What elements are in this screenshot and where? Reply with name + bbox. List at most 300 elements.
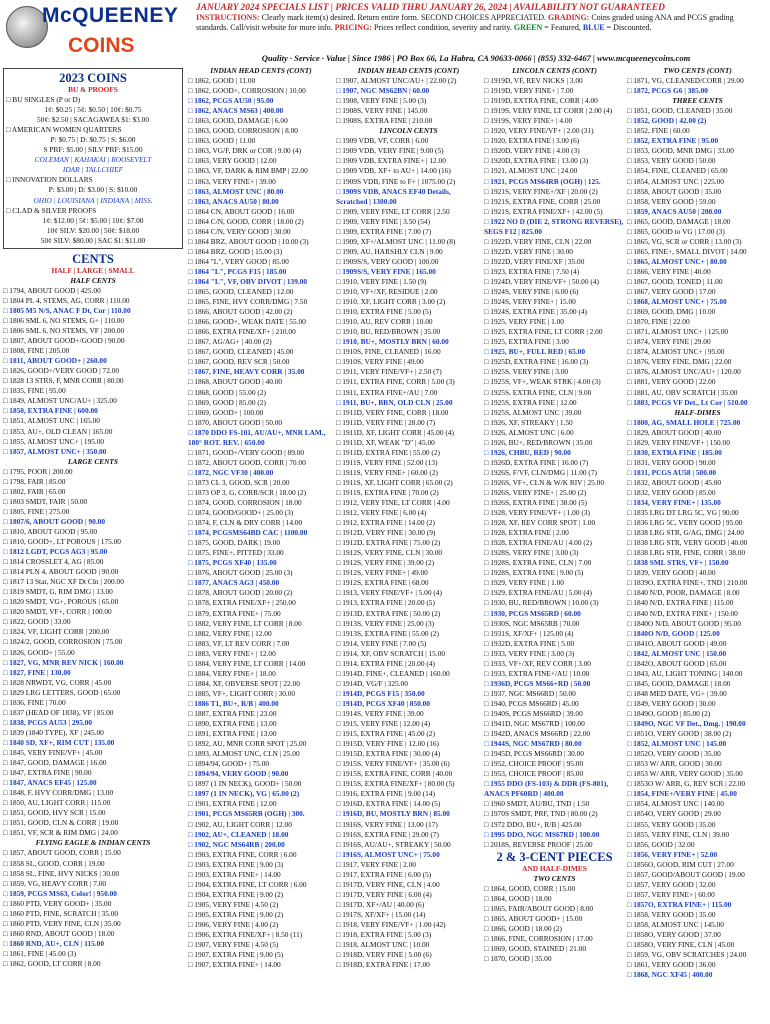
list-item[interactable]: □ 1911, EXTRA FINE+/AU | 7.00 — [336, 387, 438, 397]
list-item[interactable]: □ 1928S, EXTRA FINE, CLN | 7.00 — [484, 558, 592, 568]
list-item[interactable]: □ 1928, EXTRA FINE | 2.00 — [484, 528, 569, 538]
list-item[interactable]: □ 1824/2, GOOD, CORROSION | 75.00 — [3, 637, 123, 647]
list-item[interactable]: □ 1910, EXTRA FINE | 5.00 (5) — [336, 307, 432, 317]
list-item[interactable]: □ 1922D, VERY FINE, CLN | 22.00 — [484, 236, 592, 246]
brand-logo[interactable] — [4, 2, 179, 66]
list-item[interactable]: □ 1852, FINE | 60.00 — [627, 126, 690, 136]
list-item[interactable]: □ 1807, ABOUT GOOD+/GOOD | 90.00 — [3, 336, 125, 346]
list-item[interactable]: □ 1916D, BU, MOSTLY BRN | 85.00 — [336, 809, 450, 819]
list-item[interactable]: □ 1910S, VERY FINE | 49.00 — [336, 357, 424, 367]
list-item[interactable]: □ 1914, EXTRA FINE | 20.00 (4) — [336, 658, 435, 668]
list-item[interactable]: □ 1912, VERY FINE, LT CORR | 4.00 — [336, 498, 450, 508]
list-item[interactable]: □ 1814 CROSSLET 4, AG | 85.00 — [3, 557, 104, 567]
list-item[interactable]: □ 1819 SMDT, G, RIM DMG | 13.00 — [3, 587, 113, 597]
list-item[interactable]: □ 1926, BU+, RED/BROWN | 35.00 — [484, 437, 593, 447]
list-item[interactable]: □ 1909 VDB, VERY FINE | 9.00 (5) — [336, 146, 444, 156]
list-item[interactable]: □ 1884, VERY FINE, LT CORR | 14.00 — [188, 658, 306, 668]
list-item[interactable]: □ 1867, AG/AG+ | 40.00 (2) — [188, 337, 272, 347]
list-item[interactable]: □ 1866, ABOUT GOOD | 42.00 (2) — [188, 307, 293, 317]
list-item[interactable]: □ 1916S, AU/AU+, STREAKY | 50.00 — [336, 839, 451, 849]
list-item[interactable]: □ 1847, ANACS EF45 | 125.00 — [3, 778, 97, 788]
list-item[interactable]: □ 1864 C/N, GOOD, CORR | 18.00 (2) — [188, 216, 304, 226]
list-item[interactable]: □ 1918, ALMOST UNC | 10.00 — [336, 940, 430, 950]
list-item[interactable]: □ 1864 BRZ, GOOD | 15.00 (3) — [188, 246, 283, 256]
list-item[interactable]: □ 1872, ABOUT GOOD, CORR | 70.00 — [188, 457, 306, 467]
list-item[interactable]: □ 1883, VERY FINE+ | 12.00 — [188, 648, 276, 658]
list-item[interactable]: □ 1872, PCGS G6 | 385.00 — [627, 86, 708, 96]
list-item[interactable]: □ 1866, FINE, CORROSION | 17.00 — [484, 933, 593, 943]
list-item[interactable]: □ 1885, VF+, LIGHT CORR | 30.00 — [188, 688, 296, 698]
list-item[interactable]: □ 1808, FINE | 205.00 — [3, 346, 70, 356]
list-item[interactable]: □ 1868, ABOUT GOOD | 40.00 — [188, 377, 283, 387]
list-item[interactable]: □ 1810, GOOD+, LT POROUS | 175.00 — [3, 537, 121, 547]
list-item[interactable]: □ 1855, VERY FINE, CLN | 39.00 — [627, 829, 729, 839]
list-item[interactable]: □ 1925S, EXTRA FINE, CLN | 9.00 — [484, 387, 592, 397]
list-item[interactable]: □ 1866, GOOD+, WEAK DATE | 55.00 — [188, 317, 306, 327]
list-item[interactable]: □ 1811, ABOUT GOOD+ | 260.00 — [3, 356, 107, 366]
list-item[interactable]: □ 2018S, REVERSE PROOF | 25.00 — [484, 839, 593, 849]
list-item[interactable]: □ 1851, ALMOST UNC | 165.00 — [3, 416, 100, 426]
list-item[interactable]: □ 1928S, EXTRA FINE | 9.00 (5) — [484, 568, 584, 578]
list-item[interactable]: □ 1918, VERY FINE/VF+ | 1.00 (42) — [336, 919, 446, 929]
list-item[interactable]: □ 1829, VERY FINE/VF+ | 150.00 — [627, 437, 730, 447]
list-item[interactable]: □ 1870, GOOD | 35.00 — [484, 954, 552, 964]
list-item[interactable]: □ 1911, VERY FINE/VF+ | 2.50 (7) — [336, 367, 442, 377]
list-item[interactable]: □ 1907, EXTRA FINE+ | 14.00 — [188, 960, 281, 970]
list-item[interactable]: □ 1915, VERY FINE | 12.00 (4) — [336, 719, 431, 729]
list-item[interactable]: □ 1907, VERY FINE | 4.50 (5) — [188, 940, 279, 950]
list-item[interactable]: □ 1917, EXTRA FINE | 6.00 (5) — [336, 869, 432, 879]
list-item[interactable]: □ 1891, EXTRA FINE | 13.00 — [188, 729, 277, 739]
list-item[interactable]: □ 1903, EXTRA FINE, CORR | 6.00 — [188, 849, 297, 859]
list-item[interactable]: □ 1926S, EXTRA FINE | 38.00 (5) — [484, 498, 588, 508]
list-item[interactable]: □ 1909 VDB, EXTRA FINE+ | 12.00 — [336, 156, 446, 166]
list-item[interactable]: □ 1944S, NGC MS67RD | 80.00 — [484, 739, 582, 749]
list-item[interactable]: □ 1874, F, CLN & DRY CORR | 14.00 — [188, 518, 303, 528]
list-item[interactable]: □ 1894/94, VERY GOOD | 90.00 — [188, 769, 289, 779]
list-item[interactable]: □ 1866, VERY FINE | 40.00 — [627, 266, 711, 276]
list-item[interactable]: □ 1834, VERY FINE+ | 135.00 — [627, 498, 721, 508]
list-item[interactable]: □ 1802, FAIR | 65.00 — [3, 486, 66, 496]
list-item[interactable]: □ 1849, ALMOST UNC/AU+ | 325.00 — [3, 396, 117, 406]
list-item[interactable]: □ 1909, VERY FINE | 3.50 (54) — [336, 216, 431, 226]
list-item[interactable]: □ 1858, ABOUT GOOD | 35.00 — [627, 186, 722, 196]
list-item[interactable]: □ 1926S, VERY FINE+ | 25.00 (2) — [484, 487, 587, 497]
list-item[interactable]: □ 1925D, EXTRA FINE | 16.00 (3) — [484, 357, 589, 367]
list-item[interactable]: □ 1839O, EXTRA FINE+, TND | 210.00 — [627, 578, 748, 588]
list-item[interactable]: □ 1912D, VERY FINE | 30.00 (9) — [336, 528, 436, 538]
list-item[interactable]: □ 1839 (1840 TYPE), XF | 245.00 — [3, 727, 104, 737]
list-item[interactable]: □ 1901, EXTRA FINE | 12.00 — [188, 799, 277, 809]
list-item[interactable]: □ 1940, PCGS MS66RD | 45.00 — [484, 698, 579, 708]
list-item[interactable]: □ 1841O, ABOUT GOOD | 49.00 — [627, 638, 727, 648]
list-item[interactable]: □ 1804 PL 4, STEMS, AG, CORR | 110.00 — [3, 295, 130, 305]
list-item[interactable]: □ 1918D, VERY FINE | 5.00 (6) — [336, 950, 432, 960]
list-item[interactable]: □ 1918D, EXTRA FINE | 17.00 — [336, 960, 430, 970]
list-item[interactable]: □ 1925S, EXTRA FINE | 12.00 — [484, 397, 577, 407]
list-item[interactable]: □ 1910, BU, RED/BROWN | 35.00 — [336, 327, 441, 337]
list-item[interactable]: □ 1914S, VERY FINE | 39.00 — [336, 709, 424, 718]
list-item[interactable]: □ 1911D, XF, LIGHT CORR | 45.00 (4) — [336, 427, 454, 437]
list-item[interactable]: □ 1912, EXTRA FINE | 14.00 (2) — [336, 518, 435, 528]
list-item[interactable]: □ 1902, NGC MS64RB | 200.00 — [188, 839, 285, 849]
list-item[interactable]: □ 1849O, NGC VF Det., Dmg. | 190.00 — [627, 719, 746, 729]
list-item[interactable]: □ 1850, EXTRA FINE | 600.00 — [3, 406, 98, 416]
list-item[interactable]: □ 1865, FINE, HVY CORR/DMG | 7.50 — [188, 297, 308, 307]
list-item[interactable]: □ 1904, EXTRA FINE | 9.00 (2) — [188, 889, 284, 899]
list-item[interactable]: □ 1871, VG, CLEANED/CORR | 29.00 — [627, 76, 744, 86]
list-item[interactable]: □ 1884, XF, OBVERSE SPOT | 22.00 — [188, 678, 300, 688]
list-item[interactable]: □ 1878, EXTRA FINE/XF+ | 250.00 — [188, 598, 296, 608]
list-item[interactable]: □ 1838 SML STRS, VF+ | 150.00 — [627, 558, 729, 568]
list-item[interactable]: □ 1853 W/ ARR, GOOD | 30.00 — [627, 759, 722, 769]
list-item[interactable]: □ 1840O N/D, ABOUT GOOD | 95.00 — [627, 618, 741, 628]
list-item[interactable]: □ 1925, BU+, FULL RED | 65.00 — [484, 347, 586, 357]
list-item[interactable]: □ 1842, ALMOST UNC | 150.00 — [627, 648, 727, 658]
list-item[interactable]: □ 1869, GOOD | 85.00 (2) — [188, 397, 266, 407]
list-item[interactable]: □ 1917, VERY FINE | 2.00 — [336, 859, 416, 869]
list-item[interactable]: □ 1928, VERY FINE/VF+ | 1.00 (3) — [484, 508, 590, 518]
list-item[interactable]: □ 1860 RND, ABOUT GOOD | 18.00 — [3, 928, 115, 938]
list-item[interactable]: □ 1923, EXTRA FINE | 7.50 (4) — [484, 266, 580, 276]
list-item[interactable]: □ 1851, GOOD, CLEANED | 35.00 — [627, 106, 733, 116]
list-item[interactable]: □ 1856, VERY FINE+ | 52.00 — [627, 849, 718, 859]
list-item[interactable]: □ 1940S, PCGS MS66RD | 39.00 — [484, 709, 583, 718]
list-item[interactable]: □ 1912S, VERY FINE+ | 49.00 — [336, 568, 428, 578]
list-item[interactable]: □ 1960 SMDT, AU/BU, TND | 1.50 — [484, 799, 590, 809]
list-item[interactable]: □ 1849O, GOOD | 85.00 (2) — [627, 709, 711, 718]
list-item[interactable]: □ 1864 BRZ, ABOUT GOOD | 10.00 (3) — [188, 236, 309, 246]
list-item[interactable]: □ 1893, ALMOST UNC, CLN | 25.00 — [188, 749, 300, 759]
list-item[interactable]: □ 1865, VG, SCR or CORR | 13.00 (3) — [627, 236, 742, 246]
list-item[interactable]: □ 1828 13 STRS, F, MNR CORR | 80.00 — [3, 376, 124, 386]
list-item[interactable]: □ 1860 PTD, VERY GOOD+ | 35.00 — [3, 898, 112, 908]
list-item[interactable]: □ 1874, ALMOST UNC+ | 95.00 — [627, 347, 725, 357]
list-item[interactable]: □ 1803 SMDT, FAIR | 50.00 — [3, 496, 88, 506]
list-item[interactable]: □ 1859, VG, OBV SCRATCHES | 24.00 — [627, 950, 747, 960]
list-item[interactable]: □ 1909, EXTRA FINE | 7.00 (7) — [336, 226, 432, 236]
list-item[interactable]: □ 1882, VERY FINE | 12.00 — [188, 628, 272, 638]
list-item[interactable]: □ 1937, NGC MS66RD | 50.00 — [484, 688, 576, 698]
list-item[interactable]: □ 1908, VERY FINE | 5.00 (3) — [336, 96, 427, 106]
list-item[interactable]: □ 1911S, XF, LIGHT CORR | 65.00 (2) — [336, 477, 453, 487]
list-item[interactable]: □ 1826, GOOD+/VERY GOOD | 72.00 — [3, 366, 120, 376]
list-item[interactable]: □ 1929, EXTRA FINE/AU | 5.00 (4) — [484, 588, 592, 598]
list-item[interactable]: □ 1860 RND, AU+, CLN | 115.00 — [3, 938, 105, 948]
list-item[interactable]: □ 1926, XF, STREAKY | 1.50 — [484, 417, 573, 427]
list-item[interactable]: □ 1930S, NGC MS65RB | 70.00 — [484, 618, 580, 628]
list-item[interactable]: □ 1824, VF, LIGHT CORR | 200.00 — [3, 627, 110, 637]
list-item[interactable]: □ 1863, ANACS AU50 | 80.00 — [188, 196, 279, 206]
list-item[interactable]: □ 1913D, EXTRA FINE | 50.00 (2) — [336, 608, 441, 618]
list-item[interactable]: □ 1921S, EXTRA FINE/XF+ | 42.00 (5) — [484, 206, 603, 216]
list-item[interactable]: □ 1842O, ABOUT GOOD | 65.00 — [627, 658, 727, 668]
list-item[interactable]: □ 1832, VERY GOOD | 85.00 — [627, 487, 716, 497]
list-item[interactable]: □ 1995 DDO, NGC MS67RD | 100.00 — [484, 829, 600, 839]
list-item[interactable]: □ 1883, VF, LT REV CORR | 7.00 — [188, 638, 290, 648]
list-item[interactable]: □ 1909S VDB, ANACS EF40 Details, Scratched | 1300.00 — [336, 186, 451, 206]
list-item[interactable]: □ 1909S VDB, FINE to F+ | 1075.00 (2) — [336, 176, 456, 186]
list-item[interactable]: □ 1922D, VERY FINE | 30.00 — [484, 246, 573, 256]
list-item[interactable]: □ 1909, XF+/ALMOST UNC | 11.00 (8) — [336, 236, 456, 246]
coins-2023-item[interactable]: □ CLAD & SILVER PROOFS — [6, 205, 97, 215]
list-item[interactable]: □ 1925S, ALMOST UNC | 39.00 — [484, 407, 582, 417]
list-item[interactable]: □ 1864 "L", VF, OBV DIVOT | 139.00 — [188, 276, 308, 286]
list-item[interactable]: □ 1863, VERY GOOD | 12.00 — [188, 156, 277, 166]
list-item[interactable]: □ 1908S, EXTRA FINE | 210.00 — [336, 116, 433, 126]
list-item[interactable]: □ 1865, FAIR/ABOUT GOOD | 8.00 — [484, 903, 594, 913]
list-item[interactable]: □ 1865, FINE+, SMALL DIVOT | 14.00 — [627, 246, 747, 256]
list-item[interactable]: □ 1928S, VERY FINE | 3.00 (3) — [484, 548, 579, 558]
list-item[interactable]: □ 1911S, VERY FINE | 52.00 (13) — [336, 457, 438, 467]
list-item[interactable]: □ 1854, ALMOST UNC | 225.00 — [627, 176, 724, 186]
list-item[interactable]: □ 1875, FINE+, PITTED | 33.00 — [188, 548, 284, 558]
list-item[interactable]: □ 1849, VERY GOOD | 30.00 — [627, 698, 716, 708]
list-item[interactable]: □ 1827, VG, MNR REV NICK | 160.00 — [3, 657, 124, 667]
list-item[interactable]: □ 1914, XF, OBV SCRATCH | 15.00 — [336, 648, 446, 658]
list-item[interactable]: □ 1852O, VERY GOOD | 35.00 — [627, 749, 721, 759]
list-item[interactable]: □ 1883, PCGS VF Det., Lt Cor | 510.00 — [627, 397, 748, 407]
list-item[interactable]: □ 1854, FINE+/VERY FINE | 45.00 — [627, 789, 737, 799]
list-item[interactable]: □ 1953, CHOICE PROOF | 85.00 — [484, 769, 584, 779]
list-item[interactable]: □ 1874, VERY FINE | 29.00 — [627, 337, 711, 347]
list-item[interactable]: □ 1869, GOOD, DMG | 10.00 — [627, 307, 716, 317]
list-item[interactable]: □ 1972 DDO, BU+, R/B | 425.00 — [484, 819, 582, 829]
list-item[interactable]: □ 1933, VERY FINE | 3.00 (3) — [484, 648, 575, 658]
coins-2023-item[interactable]: □ INNOVATION DOLLARS — [6, 175, 93, 185]
list-item[interactable]: □ 1837 (HEAD OF 1838), VF | 85.00 — [3, 707, 114, 717]
list-item[interactable]: □ 1913, EXTRA FINE | 20.00 (5) — [336, 598, 435, 608]
list-item[interactable]: □ 1868, GOOD | 55.00 (2) — [188, 387, 266, 397]
list-item[interactable]: □ 1926S, VF+, CLN & W/K RIV | 25.00 — [484, 477, 605, 487]
list-item[interactable]: □ 1806 SML 6, NO STEMS, G+ | 110.00 — [3, 315, 125, 325]
list-item[interactable]: □ 1866, EXTRA FINE/XF+ | 210.00 — [188, 327, 296, 337]
list-item[interactable]: □ 1829 LRG LETTERS, GOOD | 65.00 — [3, 687, 121, 697]
list-item[interactable]: □ 1814 PLN 4, ABOUT GOOD | 90.00 — [3, 567, 119, 577]
list-item[interactable]: □ 1864, GOOD, CORR | 15.00 — [484, 883, 576, 893]
list-item[interactable]: □ 1843, AU, LIGHT TONING | 140.00 — [627, 668, 743, 678]
list-item[interactable]: □ 1886 T1, BU+, R/B | 400.00 — [188, 698, 279, 708]
list-item[interactable]: □ 1912S, VERY FINE | 39.00 (2) — [336, 558, 435, 568]
list-item[interactable]: □ 1887, EXTRA FINE | 23.00 — [188, 709, 277, 718]
list-item[interactable]: □ 1862, PCGS AU50 | 95.00 — [188, 96, 274, 106]
list-item[interactable]: □ 1925S, VERY FINE | 3.00 — [484, 367, 569, 377]
list-item[interactable]: □ 1838 LRG STR, FINE, CORR | 38.00 — [627, 548, 746, 558]
list-item[interactable]: □ 1858, ALMOST UNC | 145.00 — [627, 919, 724, 929]
list-item[interactable]: □ 1840 N/D, EXTRA FINE | 115.00 — [627, 598, 734, 608]
list-item[interactable]: □ 1829, ABOUT GOOD | 40.00 — [627, 427, 722, 437]
list-item[interactable]: □ 1875, GOOD, DARK | 19.00 — [188, 538, 280, 548]
list-item[interactable]: □ 1920D, VERY FINE | 4.00 (3) — [484, 146, 580, 156]
list-item[interactable]: □ 1921, ALMOST UNC | 24.00 — [484, 166, 578, 176]
list-item[interactable]: □ 1911, EXTRA FINE, CORR | 5.00 (3) — [336, 377, 455, 387]
list-item[interactable]: □ 1857, VERY GOOD | 32.00 — [627, 879, 716, 889]
list-item[interactable]: □ 1862, GOOD, LT CORR | 8.00 — [3, 958, 101, 968]
list-item[interactable]: □ 1840 SD, XF+, RIM CUT | 135.00 — [3, 737, 115, 747]
list-item[interactable]: □ 1920D, EXTRA FINE | 13.00 (3) — [484, 156, 589, 166]
list-item[interactable]: □ 1851O, VERY GOOD | 38.00 (2) — [627, 729, 732, 739]
list-item[interactable]: □ 1912S, VERY FINE, CLN | 30.00 — [336, 548, 443, 558]
list-item[interactable]: □ 1916S, EXTRA FINE | 29.00 (7) — [336, 829, 440, 839]
list-item[interactable]: □ 1952, CHOICE PROOF | 95.00 — [484, 759, 584, 769]
list-item[interactable]: □ 1907, ALMOST UNC/AU+ | 22.00 (2) — [336, 76, 457, 86]
list-item[interactable]: □ 1908S, VERY FINE | 145.00 — [336, 106, 428, 116]
list-item[interactable]: □ 1914D, FINE+, CLEANED | 160.00 — [336, 668, 450, 678]
list-item[interactable]: □ 1853O W/ ARR, G, REV SCR | 22.00 — [627, 779, 746, 789]
list-item[interactable]: □ 1874, PCGSMS64BD CAC | 1100.00 — [188, 528, 308, 538]
list-item[interactable]: □ 1857, VERY FINE+ | 60.00 — [627, 889, 715, 899]
list-item[interactable]: □ 1858O, VERY FINE, CLN | 45.00 — [627, 940, 735, 950]
list-item[interactable]: □ 1902, AU+, CLEANED | 18.00 — [188, 829, 289, 839]
list-item[interactable]: □ 1882, VERY FINE, LT CORR | 8.00 — [188, 618, 302, 628]
list-item[interactable]: □ 1884, VERY FINE+ | 18.00 — [188, 668, 276, 678]
list-item[interactable]: □ 1911, BU+, BRN, OLD CLN | 25.00 — [336, 397, 453, 407]
list-item[interactable]: □ 1851, GOOD, HVY SCR | 15.00 — [3, 808, 106, 818]
list-item[interactable]: □ 1840 N/D, EXTRA FINE+ | 150.00 — [627, 608, 738, 618]
list-item[interactable]: □ 1915D, VERY FINE | 12.00 (16) — [336, 739, 440, 749]
list-item[interactable]: □ 1904, EXTRA FINE, LT CORR | 6.00 — [188, 879, 307, 889]
list-item[interactable]: □ 1807/6, ABOUT GOOD | 90.00 — [3, 516, 106, 526]
list-item[interactable]: □ 1872, NGC VF30 | 400.00 — [188, 467, 274, 477]
list-item[interactable]: □ 1852, ALMOST UNC | 145.00 — [627, 739, 727, 749]
list-item[interactable]: □ 1915D, EXTRA FINE | 30.00 (4) — [336, 749, 441, 759]
list-item[interactable]: □ 1826, GOOD+ | 55.00 — [3, 647, 75, 657]
list-item[interactable]: □ 1905, VERY FINE | 4.50 (2) — [188, 899, 279, 909]
list-item[interactable]: □ 1910S, FINE, CLEANED | 16.00 — [336, 347, 441, 357]
list-item[interactable]: □ 1932D, EXTRA FINE | 5.00 — [484, 638, 575, 648]
list-item[interactable]: □ 1845, GOOD, DAMAGE | 18.00 — [627, 678, 731, 688]
list-item[interactable]: □ 1914D, VG/F | 325.00 — [336, 678, 408, 688]
list-item[interactable]: □ 1827, FINE | 130.00 — [3, 667, 71, 677]
list-item[interactable]: □ 1902, AU, LIGHT CORR | 12.00 — [188, 819, 292, 829]
list-item[interactable]: □ 1876, ALMOST UNC/AU+ | 120.00 — [627, 367, 741, 377]
list-item[interactable]: □ 1863, VERY FINE+ | 39.00 — [188, 176, 276, 186]
list-item[interactable]: □ 1919S, VERY FINE, LT CORR | 2.00 (4) — [484, 106, 613, 116]
list-item[interactable]: □ 1910, VERY FINE | 1.50 (9) — [336, 276, 427, 286]
list-item[interactable]: □ 1911S, VERY FINE+ | 60.00 (2) — [336, 467, 438, 477]
list-item[interactable]: □ 1870 DDO FS-101, AU/AU+, MNR LAM., 180° ROT. REV. | 650.00 — [188, 427, 326, 447]
list-item[interactable]: □ 1840O N/D, GOOD | 125.00 — [627, 628, 720, 638]
list-item[interactable]: □ 1915S, EXTRA FINE/XF+ | 80.00 (5) — [336, 779, 455, 789]
list-item[interactable]: □ 1907, NGC MS62BN | 60.00 — [336, 86, 430, 96]
list-item[interactable]: □ 1917D, VERY FINE | 6.00 (4) — [336, 889, 432, 899]
coins-2023-item[interactable]: □ BU SINGLES (P or D) — [6, 95, 81, 105]
list-item[interactable]: □ 1864 "L", PCGS F15 | 185.00 — [188, 266, 287, 276]
list-item[interactable]: □ 1856O, GOOD, RIM CUT | 27.00 — [627, 859, 734, 869]
list-item[interactable]: □ 1868, ALMOST UNC+ | 75.00 — [627, 297, 727, 307]
list-item[interactable]: □ 1881, AU, OBV SCRATCH | 35.00 — [627, 387, 738, 397]
list-item[interactable]: □ 1853, GOOD, MNR DMG | 33.00 — [627, 146, 734, 156]
list-item[interactable]: □ 1922D, VERY FINE/XF | 35.00 — [484, 256, 585, 266]
list-item[interactable]: □ 1917D, XF+/AU | 40.00 (6) — [336, 899, 425, 909]
list-item[interactable]: □ 1853, VERY GOOD | 50.00 — [627, 156, 716, 166]
list-item[interactable]: □ 1812 LGDT, PCGS AG3 | 95.00 — [3, 547, 108, 557]
list-item[interactable]: □ 1919D, VERY FINE+ | 7.00 — [484, 86, 574, 96]
list-item[interactable]: □ 1855, VERY GOOD | 35.00 — [627, 819, 716, 829]
list-item[interactable]: □ 1831, VERY GOOD | 90.00 — [627, 457, 716, 467]
list-item[interactable]: □ 1911S, EXTRA FINE | 70.00 (2) — [336, 487, 439, 497]
list-item[interactable]: □ 1864, GOOD | 18.00 — [484, 893, 552, 903]
list-item[interactable]: □ 1925, EXTRA FINE, LT CORR | 2.00 — [484, 327, 603, 337]
list-item[interactable]: □ 1924S, VERY FINE | 6.00 (6) — [484, 287, 579, 297]
list-item[interactable]: □ 1855, ALMOST UNC+ | 195.00 — [3, 436, 105, 446]
list-item[interactable]: □ 1858 SL, FINE, HVY NICKS | 30.00 — [3, 868, 120, 878]
list-item[interactable]: □ 1865, GOOD, DAMAGE | 18.00 — [627, 216, 731, 226]
list-item[interactable]: □ 1871, ALMOST UNC+ | 125.00 — [627, 327, 729, 337]
list-item[interactable]: □ 1861, VERY GOOD | 36.00 — [627, 960, 716, 970]
list-item[interactable]: □ 1858 SL, GOOD, CORR | 19.00 — [3, 858, 105, 868]
list-item[interactable]: □ 1862, ANACS MS63 | 400.00 — [188, 106, 284, 116]
list-item[interactable]: □ 1913S, VERY FINE | 25.00 (3) — [336, 618, 435, 628]
list-item[interactable]: □ 1836 LRG 5C, VERY GOOD | 95.00 — [627, 518, 743, 528]
list-item[interactable]: □ 1839, VERY GOOD | 40.00 — [627, 568, 716, 578]
list-item[interactable]: □ 1806 SML 6, NO STEMS, VF | 200.00 — [3, 326, 125, 336]
list-item[interactable]: □ 1901, PCGS MS65RB (OGH) | 300. — [188, 809, 305, 819]
list-item[interactable]: □ 1914, VERY FINE | 7.00 (5) — [336, 638, 427, 648]
list-item[interactable]: □ 1911D, EXTRA FINE | 55.00 (2) — [336, 447, 440, 457]
list-item[interactable]: □ 1867, GOOD, REV SCR | 50.00 — [188, 357, 290, 367]
list-item[interactable]: □ 1859, VG, HEAVY CORR | 7.00 — [3, 878, 107, 888]
list-item[interactable]: □ 1930, PCGS MS65RD | 60.00 — [484, 608, 581, 618]
list-item[interactable]: □ 1916D, EXTRA FINE | 14.00 (5) — [336, 799, 441, 809]
list-item[interactable]: □ 1863, VG/F, DRK or COR | 9.00 (4) — [188, 146, 302, 156]
list-item[interactable]: □ 1926D, EXTRA FINE | 16.00 (7) — [484, 457, 589, 467]
list-item[interactable]: □ 1859, ANACS AU50 | 200.00 — [627, 206, 722, 216]
list-item[interactable]: □ 1911D, XF, WEAK "D" | 45.00 — [336, 437, 435, 447]
list-item[interactable]: □ 1863, GOOD | 11.00 — [188, 136, 256, 146]
list-item[interactable]: □ 1921S, VERY FINE+/XF | 20.00 (2) — [484, 186, 598, 196]
list-item[interactable]: □ 1865, GOOD, CLEANED | 12.00 — [188, 287, 294, 297]
list-item[interactable]: □ 1859, PCGS MS63, Color! | 950.00 — [3, 888, 117, 898]
list-item[interactable]: □ 1926, ALMOST UNC | 6.00 — [484, 427, 574, 437]
list-item[interactable]: □ 1848, F, HVY CORR/DMG | 13.00 — [3, 788, 114, 798]
list-item[interactable]: □ 1838 LRG STR, G/AG, DMG | 24.00 — [627, 528, 744, 538]
list-item[interactable]: □ 1925S, VF+, WEAK STRK | 4.00 (3) — [484, 377, 601, 387]
list-item[interactable]: □ 1805, FINE | 275.00 — [3, 506, 70, 516]
list-item[interactable]: □ 1921, PCGS MS64RB (OGH) | 125. — [484, 176, 601, 186]
list-item[interactable]: □ 1867, GOOD, CLEANED | 45.00 — [188, 347, 294, 357]
list-item[interactable]: □ 1847, GOOD, DAMAGE | 16.00 — [3, 758, 107, 768]
list-item[interactable]: □ 1912D, EXTRA FINE | 75.00 (2) — [336, 538, 441, 548]
list-item[interactable]: □ 1877, ANACS AG3 | 450.00 — [188, 578, 280, 588]
list-item[interactable]: □ 1911D, VERY FINE | 28.00 (7) — [336, 417, 436, 427]
list-item[interactable]: □ 1831, PCGS AU58 | 500.00 — [627, 467, 717, 477]
list-item[interactable]: □ 1915, EXTRA FINE | 45.00 (2) — [336, 729, 435, 739]
list-item[interactable]: □ 1894/94, GOOD+ | 75.00 — [188, 759, 270, 769]
list-item[interactable]: □ 1919D, VF, REV NICKS | 3.00 — [484, 76, 583, 86]
list-item[interactable]: □ 1864 "L", VERY GOOD | 85.00 — [188, 256, 289, 266]
list-item[interactable]: □ 1795, POOR | 200.00 — [3, 466, 73, 476]
list-item[interactable]: □ 1913, VERY FINE/VF+ | 5.00 (4) — [336, 588, 442, 598]
list-item[interactable]: □ 1874, GOOD, CORROSION | 18.00 — [188, 498, 302, 508]
list-item[interactable]: □ 1838, PCGS AU53 | 295.00 — [3, 717, 93, 727]
list-item[interactable]: □ 1903, EXTRA FINE | 9.00 (3) — [188, 859, 284, 869]
list-item[interactable]: □ 1916S, VERY FINE | 13.00 (17) — [336, 819, 438, 829]
coins-2023-item[interactable]: □ AMERICAN WOMEN QUARTERS — [6, 125, 122, 135]
list-item[interactable]: □ 1915S, EXTRA FINE, CORR | 40.00 — [336, 769, 453, 779]
list-item[interactable]: □ 1907, EXTRA FINE | 9.00 (5) — [188, 950, 284, 960]
list-item[interactable]: □ 1857, GOOD/ABOUT GOOD | 19.00 — [627, 869, 745, 879]
list-item[interactable]: □ 1942D, ANACS MS66RD | 22.00 — [484, 729, 591, 739]
list-item[interactable]: □ 1862, GOOD | 11.00 — [188, 76, 256, 86]
list-item[interactable]: □ 1920, EXTRA FINE | 3.00 (6) — [484, 136, 580, 146]
list-item[interactable]: □ 1822, GOOD | 33.00 — [3, 617, 71, 627]
list-item[interactable]: □ 1862, GOOD+, CORROSION | 10.00 — [188, 86, 306, 96]
list-item[interactable]: □ 1865, GOOD to VG | 17.00 (3) — [627, 226, 725, 236]
list-item[interactable]: □ 1860 PTD, FINE, SCRATCH | 35.00 — [3, 908, 119, 918]
list-item[interactable]: □ 1870, FINE | 22.00 — [627, 317, 690, 327]
list-item[interactable]: □ 1910, XF, LIGHT CORR | 3.00 (2) — [336, 297, 446, 307]
